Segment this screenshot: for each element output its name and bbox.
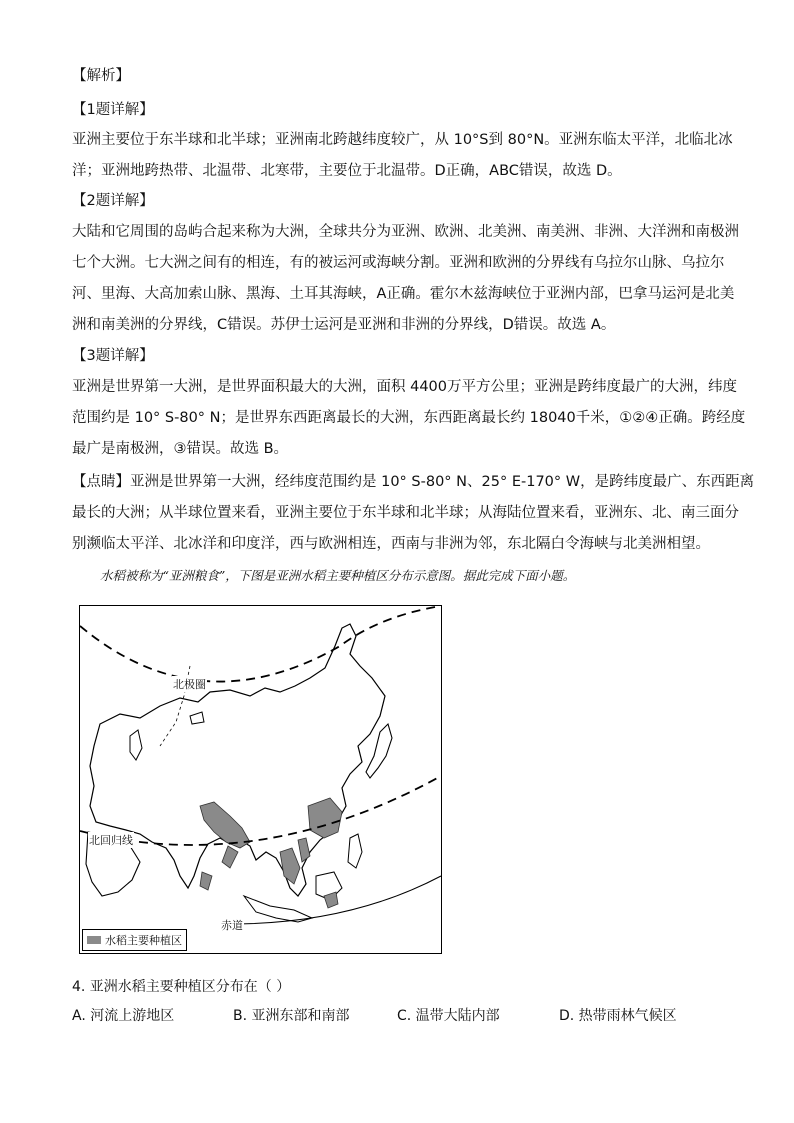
answer-options (72, 1005, 712, 1025)
section-3-line: 最广是南极洲，③错误。故选 B。 (72, 441, 289, 457)
asia-rice-map (79, 605, 442, 954)
rice-legend-swatch (87, 936, 101, 944)
tip-line (72, 472, 755, 492)
indonesia (244, 896, 312, 922)
option-d[interactable]: D. 热带雨林气候区 (559, 1008, 677, 1024)
tropic-of-cancer-label: 北回归线 (89, 834, 133, 847)
rice-area-india-east (222, 846, 238, 868)
section-2-line: 七个大洲。七大洲之间有的相连，有的被运河或海峡分割。亚洲和欧洲的分界线有乌拉尔山脉、乌拉尔 (72, 255, 725, 271)
section-2-line: 洲和南美洲的分界线，C错误。苏伊士运河是亚洲和非洲的分界线，D错误。故选 A。 (72, 317, 616, 333)
section-2-title: 【2题详解】 (72, 193, 154, 209)
map-legend (82, 929, 187, 951)
option-a[interactable]: A. 河流上游地区 (72, 1008, 175, 1024)
tip-line: 别濒临太平洋、北冰洋和印度洋，西与欧洲相连，西南与非洲为邻，东北隔白令海峡与北美洲相望。 (72, 536, 710, 552)
equator-label: 赤道 (221, 919, 243, 932)
philippines (348, 834, 362, 868)
map-drawing (80, 606, 441, 953)
section-1-title: 【1题详解】 (72, 102, 154, 118)
tip-line: 最长的大洲；从半球位置来看，亚洲主要位于东半球和北半球；从海陆位置来看，亚洲东、北、南三面分 (72, 505, 739, 521)
figure-intro: 水稻被称为“亚洲粮食”，下图是亚洲水稻主要种植区分布示意图。据此完成下面小题。 (100, 568, 576, 583)
section-3-line: 亚洲是世界第一大洲，是世界面积最大的大洲，面积 4400万平方公里；亚洲是跨纬度最广的大洲，纬度 (72, 379, 738, 395)
analysis-header: 【解析】 (72, 68, 130, 84)
rice-legend-label: 水稻主要种植区 (105, 934, 182, 947)
section-2-line: 大陆和它周围的岛屿合起来称为大洲，全球共分为亚洲、欧洲、北美洲、南美洲、非洲、大洋洲和南极洲 (72, 224, 739, 240)
rice-area-india-south (200, 872, 212, 890)
question-stem: 4. 亚洲水稻主要种植区分布在（ ） (72, 979, 291, 995)
option-c[interactable]: C. 温带大陆内部 (397, 1008, 500, 1024)
option-b[interactable]: B. 亚洲东部和南部 (233, 1008, 350, 1024)
section-1-line: 洋；亚洲地跨热带、北温带、北寒带，主要位于北温带。D正确，ABC错误，故选 D。 (72, 163, 622, 179)
arctic-circle-label: 北极圈 (173, 678, 206, 691)
section-2-line: 河、里海、大高加索山脉、黑海、土耳其海峡，A正确。霍尔木兹海峡位于亚洲内部，巴拿马运河是北美 (72, 286, 735, 302)
section-3-line: 范围约是 10° S-80° N；是世界东西距离最长的大洲，东西距离最长约 18040千米，①②④正确。跨经度 (72, 410, 746, 426)
tip-title: 【点睛】 (72, 474, 130, 490)
section-3-title: 【3题详解】 (72, 348, 154, 364)
section-1-line: 亚洲主要位于东半球和北半球；亚洲南北跨越纬度较广，从 10°S到 80°N。亚洲东临太平洋，北临北冰 (72, 132, 733, 148)
tip-text: 亚洲是世界第一大洲，经纬度范围约是 10° S-80° N、25° E-170° W，是跨纬度最广、东西距离 (130, 474, 755, 490)
arctic-circle-line (80, 606, 441, 682)
